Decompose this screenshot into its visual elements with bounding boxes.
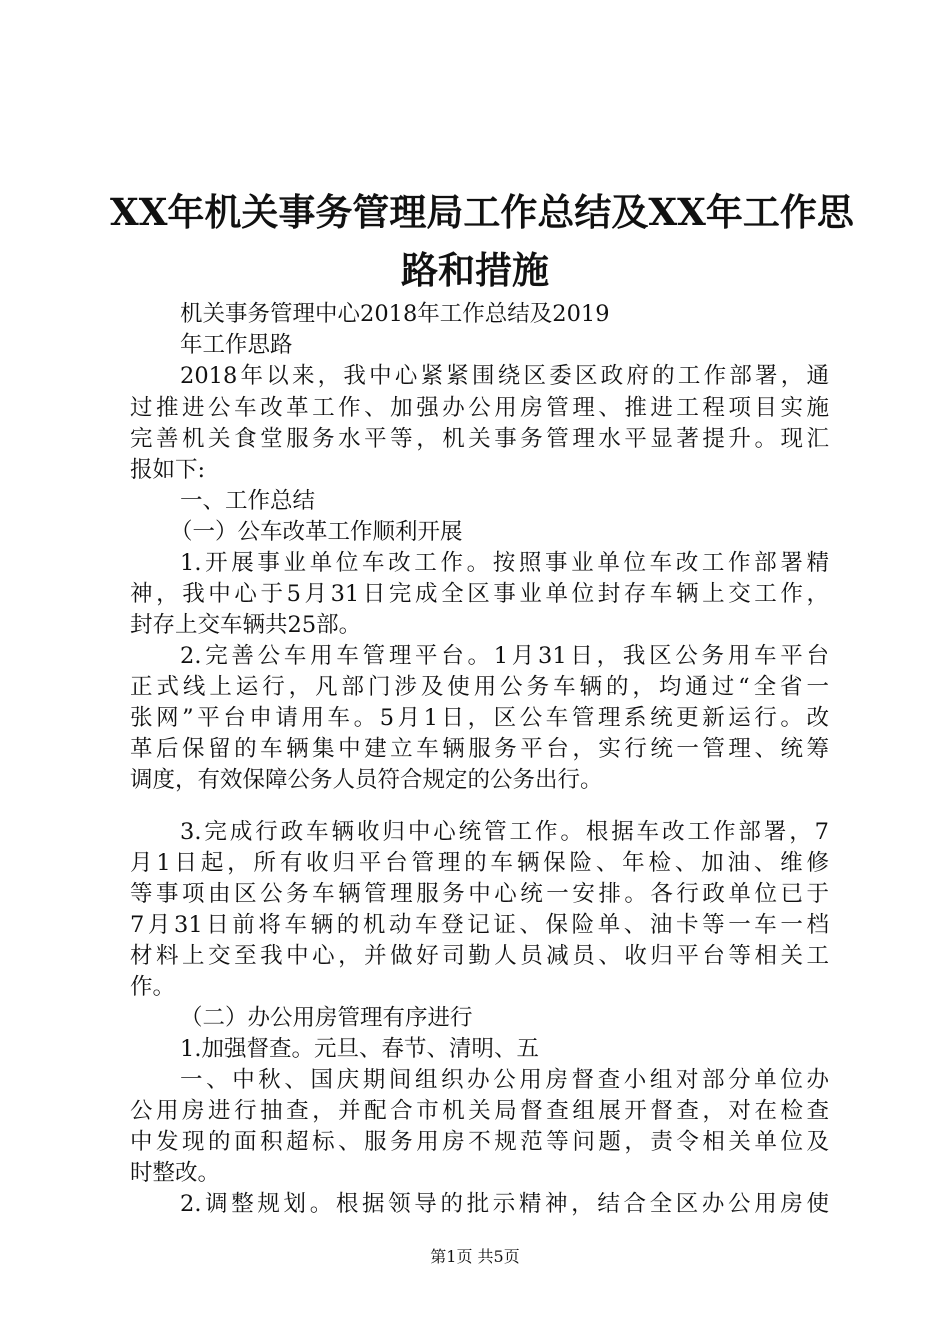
text-line: 调度，有效保障公务人员符合规定的公务出行。 (130, 767, 603, 793)
text-line: 月1日起，所有收归平台管理的车辆保险、年检、加油、维修 (130, 850, 829, 876)
text-line: 1.加强督查。元旦、春节、清明、五 (180, 1036, 539, 1062)
text-line: 作。 (130, 974, 176, 1000)
text-line: 一、中秋、国庆期间组织办公用房督查小组对部分单位办 (180, 1067, 829, 1093)
text-line: 封存上交车辆共25部。 (130, 612, 362, 638)
text-line: 年工作思路 (180, 332, 293, 358)
text-line: 等事项由区公务车辆管理服务中心统一安排。各行政单位已于 (130, 881, 829, 907)
text-line: 革后保留的车辆集中建立车辆服务平台，实行统一管理、统筹 (130, 736, 829, 762)
page-number: 第1页 共5页 (430, 1247, 520, 1266)
text-line: 2.调整规划。根据领导的批示精神，结合全区办公用房使 (180, 1191, 829, 1217)
text-line: 公用房进行抽查，并配合市机关局督查组展开督查，对在检查 (130, 1098, 829, 1124)
text-line: 3.完成行政车辆收归中心统管工作。根据车改工作部署，7 (180, 819, 829, 845)
text-line: 正式线上运行，凡部门涉及使用公务车辆的，均通过“全省一 (130, 674, 829, 700)
text-line: 完善机关食堂服务水平等，机关事务管理水平显著提升。现汇 (130, 426, 829, 452)
text-line: 1.开展事业单位车改工作。按照事业单位车改工作部署精 (180, 550, 829, 576)
text-line: 机关事务管理中心2018年工作总结及2019 (180, 301, 610, 327)
subsection-heading: （一）公车改革工作顺利开展 (170, 519, 463, 545)
text-line: 2018年以来，我中心紧紧围绕区委区政府的工作部署，通 (180, 363, 829, 389)
text-line: 过推进公车改革工作、加强办公用房管理、推进工程项目实施 (130, 395, 829, 421)
subsection-heading: （二）办公用房管理有序进行 (180, 1005, 473, 1031)
text-line: 7月31日前将车辆的机动车登记证、保险单、油卡等一车一档 (130, 912, 829, 938)
document-title-line-2: 路和措施 (401, 248, 549, 292)
text-line: 张网”平台申请用车。5月1日，区公车管理系统更新运行。改 (130, 705, 829, 731)
document-title-line-1: XX年机关事务管理局工作总结及XX年工作思 (110, 190, 854, 234)
text-line: 神，我中心于5月31日完成全区事业单位封存车辆上交工作， (130, 581, 829, 607)
text-line: 材料上交至我中心，并做好司勤人员减员、收归平台等相关工 (130, 943, 829, 969)
text-line: 中发现的面积超标、服务用房不规范等问题，责令相关单位及 (130, 1129, 829, 1155)
text-line: 2.完善公车用车管理平台。1月31日，我区公务用车平台 (180, 643, 829, 669)
text-line: 报如下: (130, 457, 206, 483)
text-line: 时整改。 (130, 1160, 221, 1186)
section-heading: 一、工作总结 (180, 488, 316, 514)
